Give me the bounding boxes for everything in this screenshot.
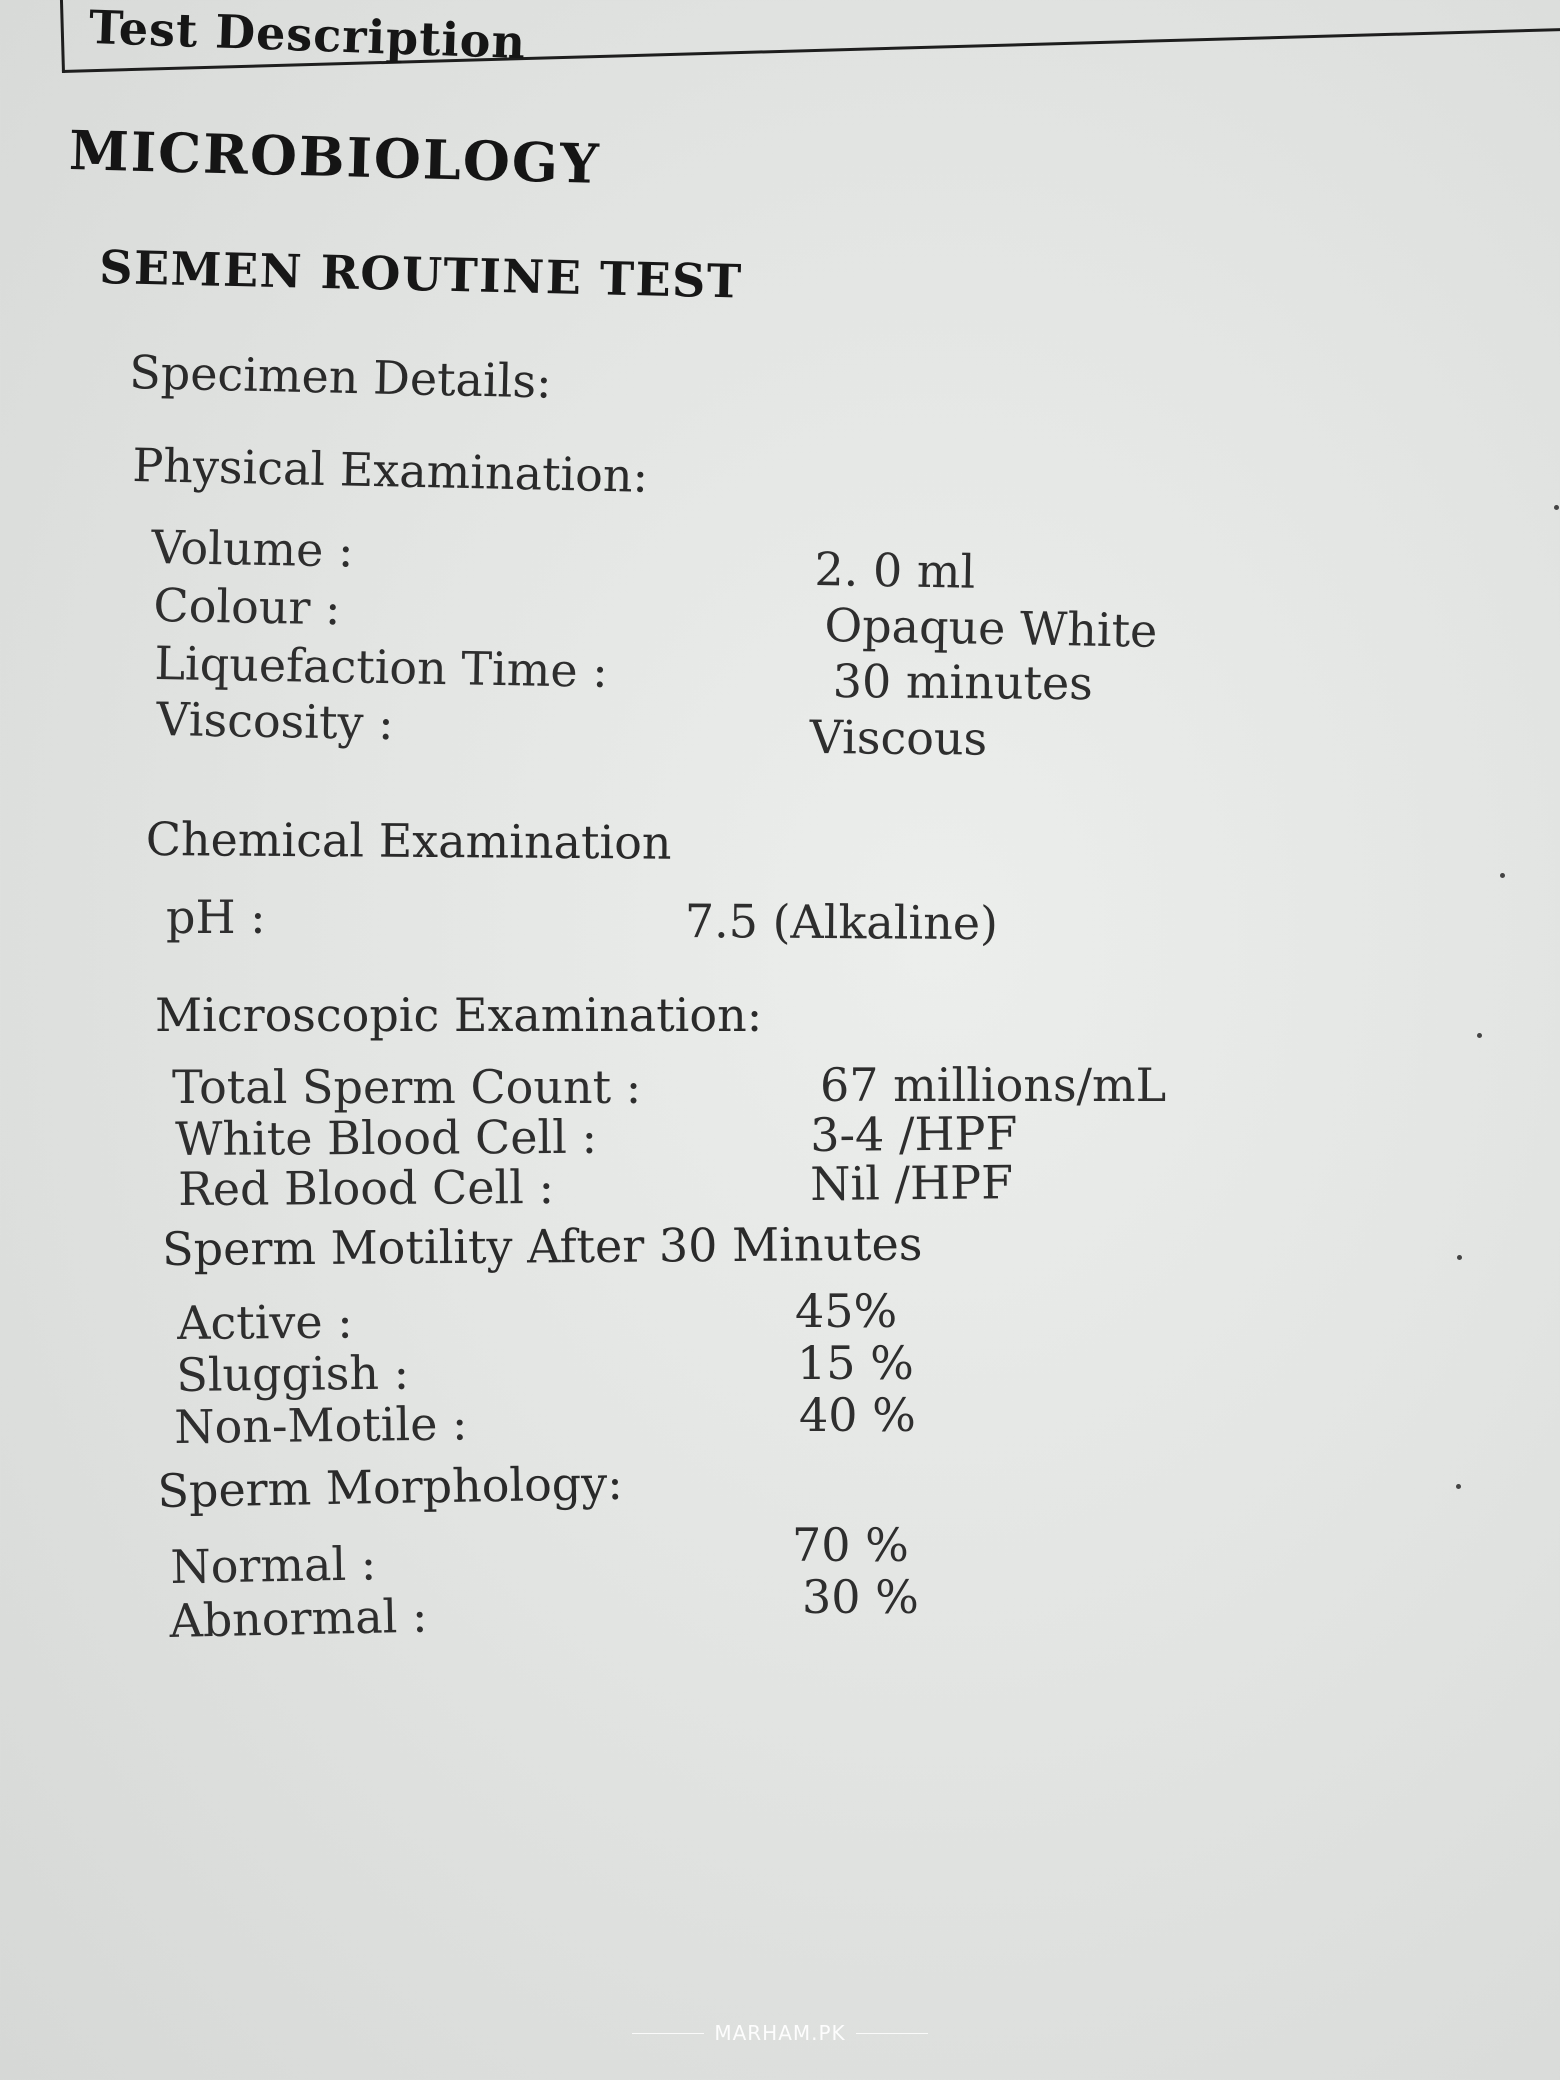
normal-value: 70 % xyxy=(792,1518,909,1572)
viscosity-value: Viscous xyxy=(809,710,988,766)
viscosity-label: Viscosity : xyxy=(156,692,395,751)
paper-speck xyxy=(1500,873,1505,878)
colour-label: Colour : xyxy=(153,578,342,636)
sperm-count-label: Total Sperm Count : xyxy=(172,1060,642,1114)
microscopic-exam-title: Microscopic Examination: xyxy=(155,988,763,1042)
liquefaction-label: Liquefaction Time : xyxy=(154,636,609,698)
watermark-text: MARHAM.PK xyxy=(714,2021,846,2045)
paper-speck xyxy=(1477,1033,1482,1038)
rbc-value: Nil /HPF xyxy=(810,1155,1014,1211)
abnormal-value: 30 % xyxy=(802,1570,919,1624)
abnormal-label: Abnormal : xyxy=(169,1588,428,1648)
sperm-count-value: 67 millions/mL xyxy=(820,1058,1167,1112)
watermark-line-right xyxy=(856,2033,928,2034)
non-motile-label: Non-Motile : xyxy=(174,1396,468,1454)
morphology-title: Sperm Morphology: xyxy=(157,1455,624,1518)
rbc-label: Red Blood Cell : xyxy=(178,1160,555,1216)
sluggish-label: Sluggish : xyxy=(176,1345,410,1402)
department-title: MICROBIOLOGY xyxy=(68,118,602,196)
header-title: Test Description xyxy=(88,0,527,70)
wbc-label: White Blood Cell : xyxy=(175,1109,598,1166)
paper-speck xyxy=(1457,1255,1462,1260)
normal-label: Normal : xyxy=(170,1536,377,1594)
volume-label: Volume : xyxy=(151,520,354,578)
test-name: SEMEN ROUTINE TEST xyxy=(98,240,744,309)
chemical-exam-title: Chemical Examination xyxy=(145,812,672,870)
active-label: Active : xyxy=(177,1294,353,1350)
liquefaction-value: 30 minutes xyxy=(832,654,1094,711)
non-motile-value: 40 % xyxy=(799,1388,916,1442)
watermark-line-left xyxy=(632,2033,704,2034)
wbc-value: 3-4 /HPF xyxy=(810,1106,1018,1162)
paper-speck xyxy=(1456,1484,1461,1489)
active-value: 45% xyxy=(795,1284,898,1338)
ph-label: pH : xyxy=(166,890,266,944)
volume-value: 2. 0 ml xyxy=(814,542,976,599)
sluggish-value: 15 % xyxy=(797,1336,914,1390)
ph-value: 7.5 (Alkaline) xyxy=(684,894,999,951)
colour-value: Opaque White xyxy=(824,598,1158,658)
specimen-details-label: Specimen Details: xyxy=(128,345,553,409)
watermark xyxy=(632,2018,928,2048)
physical-exam-title: Physical Examination: xyxy=(131,438,649,503)
paper-speck xyxy=(1554,505,1559,510)
motility-title: Sperm Motility After 30 Minutes xyxy=(162,1216,923,1276)
